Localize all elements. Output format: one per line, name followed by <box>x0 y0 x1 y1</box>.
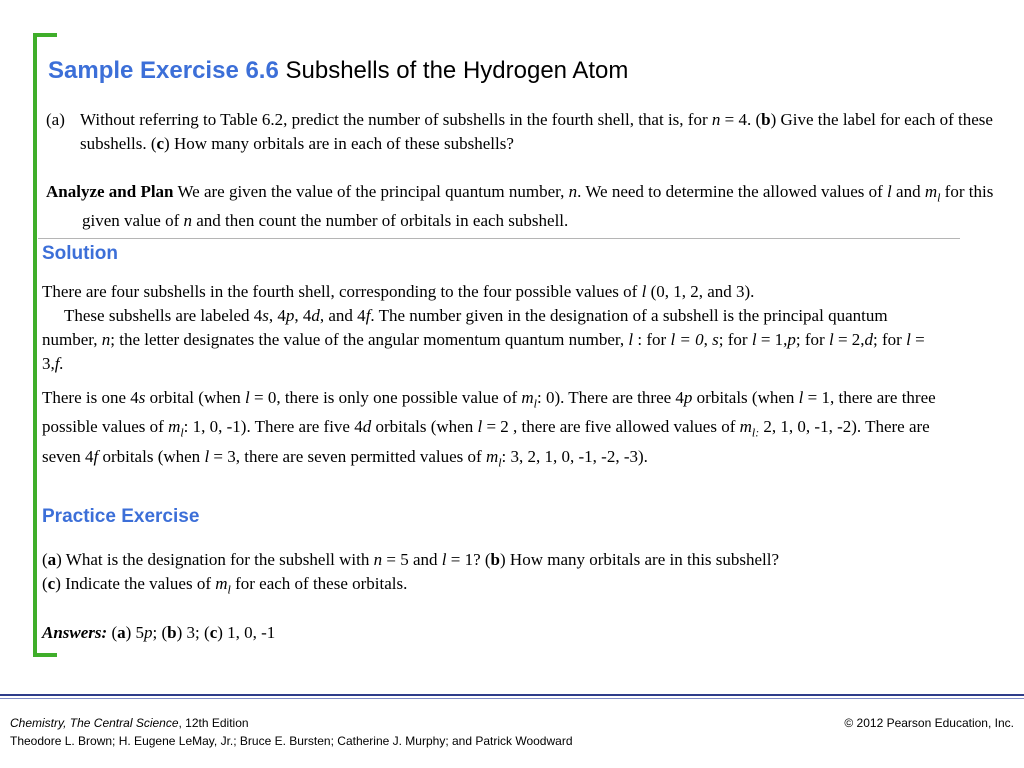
solution-paragraph-1: There are four subshells in the fourth shell, corresponding to the four possible values of l (0, 1, 2, and 3). These subshells are labeled 4s, 4p, 4d, and 4f. The number given in the designation of a subshell is the principal quantum number, n; the letter designates the value of the angular momentum quantum number, l : for l = 0, s; for l = 1,p; for l = 2,d; for l = 3,f. <box>42 282 925 373</box>
practice-heading: Practice Exercise <box>42 506 200 527</box>
analyze-heading: Analyze and Plan <box>46 182 174 201</box>
practice-question: (a) What is the designation for the subshell with n = 5 and l = 1? (b) How many orbitals are in this subshell? (c) Indicate the values of $m_l$ for each of these orbitals. <box>42 550 780 597</box>
slide-title <box>48 57 628 85</box>
analyze-paragraph: Analyze and Plan We are given the value of the principal quantum number, n. We need to determine the allowed values of l and $m_l$ for this given value of n and then count the number of orbitals in each subshell. <box>46 182 994 231</box>
question-paragraph: (a) Without referring to Table 6.2, predict the number of subshells in the fourth shell, that is, for n = 4. (b) Give the label for each of these subshells. (c) How many orbitals are in each of these subshells? <box>46 110 993 153</box>
solution-heading: Solution <box>42 243 118 264</box>
footer-rule <box>0 694 1024 696</box>
footer-authors: Theodore L. Brown; H. Eugene LeMay, Jr.; Bruce E. Bursten; Catherine J. Murphy; and Patrick Woodward <box>10 734 573 748</box>
exercise-number: Sample Exercise 6.6 <box>48 57 279 84</box>
exercise-title: Subshells of the Hydrogen Atom <box>285 57 629 84</box>
section-divider <box>38 238 960 239</box>
footer-rule-thin <box>0 698 1024 699</box>
answers-line: Answers: (a) 5p; (b) 3; (c) 1, 0, -1 <box>42 623 276 642</box>
footer-book-title: Chemistry, The Central Science, 12th Edition <box>10 716 249 730</box>
answers-label: Answers: <box>42 623 108 642</box>
footer-copyright: © 2012 Pearson Education, Inc. <box>844 716 1014 730</box>
solution-paragraph-2: There is one 4s orbital (when l = 0, there is only one possible value of $m_l$: 0). There are three 4p orbitals (when l = 1, there are three possible values of $m_l$: 1, 0, -1). There are five 4d orbitals (when l = 2 , there are five allowed values of $m_{l:}$ 2, 1, 0, -1, -2). There are seven 4f orbitals (when l = 3, there are seven permitted values of $m_l$: 3, 2, 1, 0, -1, -2, -3). <box>42 388 936 470</box>
